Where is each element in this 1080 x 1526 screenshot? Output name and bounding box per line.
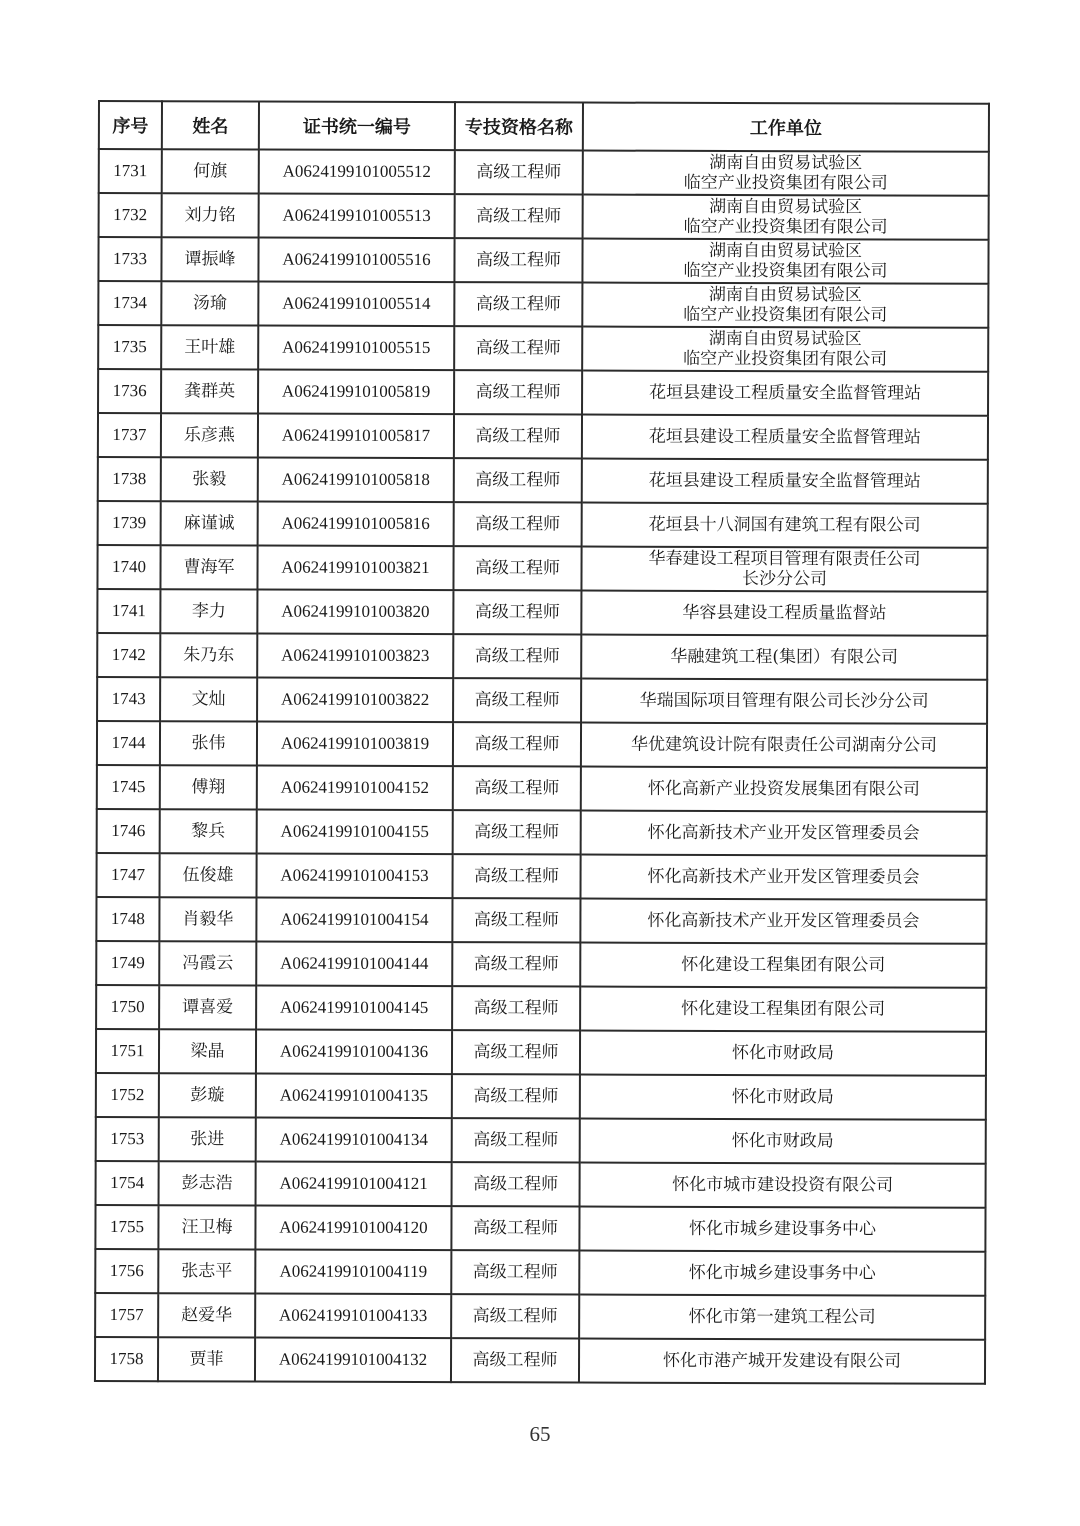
cell-name: 黎兵 [160,809,257,853]
cell-qualification: 高级工程师 [454,458,582,502]
cell-work-unit [580,1119,986,1164]
cell-seq: 1740 [97,545,160,589]
work-unit-line: 长沙分公司 [741,569,828,590]
table-row [95,1205,985,1252]
table-header [99,101,989,152]
cell-name: 朱乃东 [160,633,257,677]
cell-seq: 1758 [95,1337,158,1381]
cell-qualification: 高级工程师 [454,502,582,546]
work-unit-line: 临空产业投资集团有限公司 [683,260,888,282]
cell-qualification: 高级工程师 [455,150,583,194]
cell-qualification: 高级工程师 [452,854,580,898]
cell-cert-number: A0624199101005514 [258,282,454,327]
cell-seq: 1753 [96,1117,159,1161]
work-unit-line: 花垣县建设工程质量安全监督管理站 [648,470,921,492]
cell-qualification: 高级工程师 [454,370,582,414]
cell-seq: 1748 [96,897,159,941]
cell-name: 汤瑜 [161,281,258,325]
cell-seq: 1756 [95,1249,158,1293]
cell-work-unit [580,1031,986,1076]
table-row [97,589,987,636]
cell-cert-number: A0624199101003823 [257,634,453,679]
cell-cert-number: A0624199101005513 [259,194,455,239]
table-row [97,721,987,768]
work-unit-line: 怀化市财政局 [731,1086,834,1108]
table-body [95,149,989,1384]
cell-qualification: 高级工程师 [453,678,581,722]
header-name: 姓名 [162,101,259,149]
cell-cert-number: A0624199101004153 [256,854,452,899]
cell-work-unit [582,239,988,284]
cell-seq: 1755 [95,1205,158,1249]
cell-qualification: 高级工程师 [452,1030,580,1074]
work-unit-line: 怀化市第一建筑工程公司 [688,1306,876,1328]
cell-qualification: 高级工程师 [452,1162,580,1206]
table-row [96,941,986,988]
table-row [98,457,988,504]
cell-qualification: 高级工程师 [452,986,580,1030]
work-unit-line: 怀化高新技术产业开发区管理委员会 [647,866,920,888]
work-unit-line: 怀化高新技术产业开发区管理委员会 [647,910,920,932]
cell-seq: 1744 [97,721,160,765]
cell-cert-number: A0624199101004121 [256,1162,452,1207]
cell-work-unit [579,1339,985,1384]
table-row [98,325,988,372]
work-unit-line: 怀化建设工程集团有限公司 [681,998,886,1020]
cell-work-unit [581,679,987,724]
cell-cert-number: A0624199101003821 [257,546,453,591]
work-unit-line: 临空产业投资集团有限公司 [683,216,888,238]
cell-seq: 1745 [97,765,160,809]
cell-seq: 1741 [97,589,160,633]
work-unit-line: 怀化市城市建设投资有限公司 [672,1174,894,1196]
cell-cert-number: A0624199101004155 [257,810,453,855]
header-qualification: 专技资格名称 [455,102,583,150]
header-seq: 序号 [99,101,162,149]
cell-work-unit [582,459,988,504]
cell-qualification: 高级工程师 [453,766,581,810]
work-unit-line: 怀化市港产城开发建设有限公司 [663,1350,902,1372]
table-row [97,545,987,592]
cell-name: 王叶雄 [161,325,258,369]
cell-cert-number: A0624199101005817 [258,414,454,459]
cell-name: 冯霞云 [159,941,256,985]
work-unit-line: 怀化建设工程集团有限公司 [681,954,886,976]
work-unit-line: 花垣县建设工程质量安全监督管理站 [649,382,922,404]
work-unit-line: 临空产业投资集团有限公司 [683,304,888,326]
cell-qualification: 高级工程师 [453,590,581,634]
cell-cert-number: A0624199101003822 [257,678,453,723]
table-row [95,1249,985,1296]
cell-name: 李力 [160,589,257,633]
cell-name: 彭璇 [159,1073,256,1117]
cell-work-unit [581,723,987,768]
work-unit-line: 怀化市城乡建设事务中心 [688,1218,876,1240]
table-row [97,633,987,680]
table-row [97,765,987,812]
work-unit-line: 怀化市城乡建设事务中心 [688,1262,876,1284]
work-unit-line: 湖南自由贸易试验区 [708,328,862,350]
cell-name: 彭志浩 [159,1161,256,1205]
table-row [96,1073,986,1120]
cell-work-unit [582,283,988,328]
cell-work-unit [581,635,987,680]
cell-cert-number: A0624199101004145 [256,986,452,1031]
cell-name: 龚群英 [161,369,258,413]
cell-work-unit [579,1295,985,1340]
cell-name: 文灿 [160,677,257,721]
table-row [97,677,987,724]
cell-qualification: 高级工程师 [453,546,581,590]
cell-work-unit [579,1251,985,1296]
cell-seq: 1733 [98,237,161,281]
page-number: 65 [529,1422,551,1446]
work-unit-line: 华融建筑工程(集团）有限公司 [670,646,899,668]
cell-cert-number: A0624199101004134 [256,1118,452,1163]
cell-seq: 1749 [96,941,159,985]
cell-seq: 1751 [96,1029,159,1073]
cell-seq: 1737 [98,413,161,457]
work-unit-line: 湖南自由贸易试验区 [709,152,863,174]
cell-qualification: 高级工程师 [452,1074,580,1118]
work-unit-line: 湖南自由贸易试验区 [708,240,863,262]
cell-cert-number: A0624199101005816 [258,502,454,547]
work-unit-line: 怀化市财政局 [731,1130,834,1152]
cell-qualification: 高级工程师 [455,194,583,238]
cell-name: 傅翔 [160,765,257,809]
work-unit-line: 花垣县十八洞国有建筑工程有限公司 [648,514,921,536]
cell-qualification: 高级工程师 [451,1206,579,1250]
cell-cert-number: A0624199101005516 [258,238,454,283]
cell-work-unit [580,1163,986,1208]
table-row [95,1337,985,1384]
cell-seq: 1754 [96,1161,159,1205]
cell-qualification: 高级工程师 [451,1338,579,1382]
work-unit-line: 临空产业投资集团有限公司 [683,348,888,370]
cell-cert-number: A0624199101004133 [255,1293,451,1338]
cell-cert-number: A0624199101003820 [257,590,453,635]
cell-cert-number: A0624199101005512 [259,150,455,195]
cell-work-unit [580,899,986,944]
cell-seq: 1742 [97,633,160,677]
table-row [98,369,988,416]
table-row [99,193,989,240]
cell-name: 张进 [159,1117,256,1161]
table-row [96,897,986,944]
cell-cert-number: A0624199101004144 [256,942,452,987]
cell-qualification: 高级工程师 [454,414,582,458]
cell-seq: 1746 [97,809,160,853]
cell-qualification: 高级工程师 [454,326,582,370]
cell-cert-number: A0624199101004120 [255,1206,451,1251]
table-row [98,237,988,284]
cell-qualification: 高级工程师 [454,238,582,282]
cell-seq: 1732 [99,193,162,237]
cell-work-unit [582,503,988,548]
work-unit-line: 华优建筑设计院有限责任公司湖南分公司 [630,734,938,756]
cell-qualification: 高级工程师 [453,810,581,854]
cell-seq: 1739 [98,501,161,545]
header-row [99,101,989,152]
cell-name: 谭喜爱 [159,985,256,1029]
cell-qualification: 高级工程师 [452,942,580,986]
cell-cert-number: A0624199101004119 [255,1250,451,1295]
table-row [96,985,986,1032]
cell-work-unit [582,327,988,372]
cell-cert-number: A0624199101005819 [258,370,454,415]
cell-name: 伍俊雄 [159,853,256,897]
cell-work-unit [581,811,987,856]
cell-name: 赵爱华 [158,1293,255,1337]
cell-name: 张志平 [158,1249,255,1293]
header-work-unit: 工作单位 [583,103,989,152]
table-row [98,413,988,460]
cell-qualification: 高级工程师 [454,282,582,326]
table-row [96,1117,986,1164]
cell-cert-number: A0624199101004152 [257,766,453,811]
cell-seq: 1735 [98,325,161,369]
cell-seq: 1731 [99,149,162,193]
cell-cert-number: A0624199101005818 [258,458,454,503]
cell-qualification: 高级工程师 [451,1294,579,1338]
work-unit-line: 临空产业投资集团有限公司 [683,172,888,194]
cell-qualification: 高级工程师 [452,1118,580,1162]
cell-name: 乐彦燕 [161,413,258,457]
cell-name: 张毅 [161,457,258,501]
cell-name: 张伟 [160,721,257,765]
cell-cert-number: A0624199101004135 [256,1074,452,1119]
table-row [96,853,986,900]
table-row [95,1293,985,1340]
header-cert: 证书统一编号 [259,102,455,151]
cell-name: 肖毅华 [159,897,256,941]
cell-qualification: 高级工程师 [451,1250,579,1294]
cell-work-unit [581,547,987,592]
work-unit-line: 花垣县建设工程质量安全监督管理站 [648,426,921,448]
cell-cert-number: A0624199101004154 [256,898,452,943]
work-unit-line: 华容县建设工程质量监督站 [682,602,887,624]
cell-work-unit [582,371,988,416]
cell-qualification: 高级工程师 [453,634,581,678]
cell-name: 谭振峰 [161,237,258,281]
cell-seq: 1750 [96,985,159,1029]
work-unit-line: 湖南自由贸易试验区 [708,284,862,306]
cell-name: 汪卫梅 [158,1205,255,1249]
cell-cert-number: A0624199101005515 [258,326,454,371]
cell-work-unit [583,195,989,240]
cell-work-unit [579,1207,985,1252]
work-unit-line: 怀化高新产业投资发展集团有限公司 [647,778,920,800]
table-row [97,809,987,856]
cell-work-unit [580,943,986,988]
work-unit-line: 怀化高新技术产业开发区管理委员会 [647,822,920,844]
cell-work-unit [581,767,987,812]
table-row [98,281,988,328]
cell-name: 何旗 [162,149,259,193]
cell-work-unit [583,151,989,196]
qualification-roster-table [94,100,990,1385]
cell-seq: 1738 [98,457,161,501]
cell-work-unit [580,855,986,900]
cell-seq: 1757 [95,1293,158,1337]
cell-seq: 1752 [96,1073,159,1117]
cell-cert-number: A0624199101004136 [256,1030,452,1075]
work-unit-line: 华瑞国际项目管理有限公司长沙分公司 [639,690,929,712]
work-unit-line: 华春建设工程项目管理有限责任公司 [648,548,921,570]
cell-seq: 1743 [97,677,160,721]
work-unit-line: 怀化市财政局 [731,1042,835,1064]
cell-work-unit [581,591,987,636]
table-row [98,501,988,548]
cell-cert-number: A0624199101004132 [255,1337,451,1382]
cell-qualification: 高级工程师 [453,722,581,766]
cell-work-unit [582,415,988,460]
cell-work-unit [580,1075,986,1120]
cell-name: 曹海军 [160,545,257,589]
cell-seq: 1736 [98,369,161,413]
table-row [99,149,989,196]
cell-seq: 1747 [96,853,159,897]
cell-name: 麻谨诚 [161,501,258,545]
cell-name: 梁晶 [159,1029,256,1073]
table-row [96,1029,986,1076]
cell-seq: 1734 [98,281,161,325]
cell-qualification: 高级工程师 [452,898,580,942]
cell-name: 刘力铭 [162,193,259,237]
cell-cert-number: A0624199101003819 [257,722,453,767]
cell-work-unit [580,987,986,1032]
cell-name: 贾菲 [158,1337,255,1381]
table-row [96,1161,986,1208]
work-unit-line: 湖南自由贸易试验区 [709,196,863,218]
